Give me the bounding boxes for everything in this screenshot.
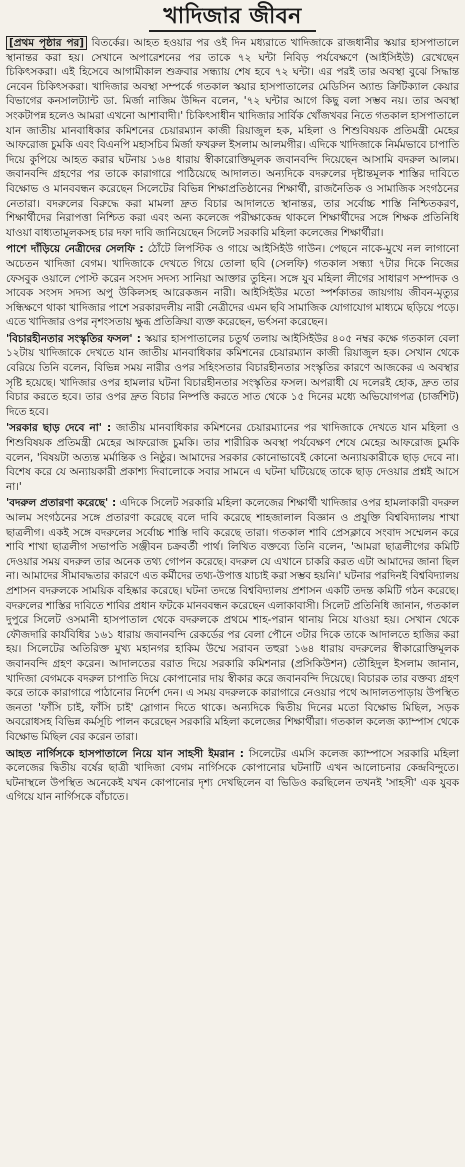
paragraph-text: সিলেটের এমসি কলেজ ক্যাম্পাসে সরকারি মহিলা কলেজের দ্বিতীয় বর্ষের ছাত্রী খাদিজা বেগম নার্গিসকে কোপানোর ঘটনাটি এখন আলোচনার কেন্দ্রবিন্দুতে। ঘটনাস্থলে উপস্থিত অনেকেই যখন কোপানোর দৃশ্য দেখছিলেন বা ভিডিও করছিলেন তখনই 'সাহসী' এক যুবক এগিয়ে যান নার্গিসকে বাঁচাতে। (6, 747, 459, 804)
paragraph-text: ঠোঁটে লিপস্টিক ও গায়ে আইসিইউ গাউন। পেছনে নাকে-মুখে নল লাগানো অচেতন খাদিজা বেগম। খাদিজাকে দেখতে গিয়ে তোলা ছবি (সেলফি) গতকাল সন্ধ্যা ৭টার দিকে নিজের ফেসবুক ওয়ালে পোস্ট করেন সংসদ সদস্য সানিয়া আক্তার তুহিন। সঙ্গে যুব মহিলা লীগের সাধারণ সম্পাদক ও সাবেক সংসদ সদস্য অপু উকিলসহ আরেকজন নারী। আইসিইউর মতো স্পর্শকাতর জায়গায় জীবন-মৃত্যুর সন্ধিক্ষণে থাকা খাদিজার পাশে সরকারদলীয় নারী নেত্রীদের এমন ছবি সামাজিক যোগাযোগ মাধ্যমে ছড়িয়ে পড়ে। এতে খাদিজার ওপর নৃশংসতায় ক্ষুব্ধ প্রতিক্রিয়া ব্যক্ত করেছেন, ভর্ৎসনা করেছেন। (6, 243, 459, 329)
paragraph-no-leniency (6, 421, 459, 494)
subheading-selfie: পাশে দাঁড়িয়ে নেত্রীদের সেলফি : (6, 243, 144, 256)
subheading-impunity: 'বিচারহীনতার সংস্কৃতির ফসল' : (6, 332, 141, 345)
paragraph-text: স্কয়ার হাসপাতালের চতুর্থ তলায় আইসিইউর ৪০৫ নম্বর কক্ষে গতকাল বেলা ১২টায় খাদিজাকে দেখতে যান জাতীয় মানবাধিকার কমিশনের চেয়ারম্যান কাজী রিয়াজুল হক। সেখান থেকে বেরিয়ে তিনি বলেন, বিভিন্ন সময় নারীর ওপর সহিংসতার বিচারহীনতার সংস্কৃতির কারণে আজকের এ অবস্থার সৃষ্টি হয়েছে। খাদিজার ওপর হামলার ঘটনা বিচারহীনতার সংস্কৃতির ফসল। অপরাধী যে দলেরই হোক, দ্রুত তার বিচার করতে হবে। তার ওপর দ্রুত বিচার নিষ্পত্তি করতে সাত থেকে ১৫ দিনের মধ্যে অভিযোগপত্র (চার্জশিট) দিতে হবে। (6, 332, 459, 418)
headline: খাদিজার জীবন (149, 4, 315, 32)
paragraph-selfie (6, 242, 459, 330)
paragraph-deception (6, 496, 459, 744)
paragraph-text: এদিকে সিলেট সরকারি মহিলা কলেজের শিক্ষার্থী খাদিজার ওপর হামলাকারী বদরুল আলম সংগঠনের সঙ্গে প্রতারণা করেছে বলে দাবি করেছে শাহজালাল বিজ্ঞান ও প্রযুক্তি বিশ্ববিদ্যালয় শাখা ছাত্রলীগ। একই সঙ্গে বদরুলের সর্বোচ্চ শাস্তি দাবি করেছে তারা। গতকাল শাবি প্রেসক্লাবে সংবাদ সম্মেলন করে শাবি শাখা ছাত্রলীগ সভাপতি সঞ্জীবন চক্রবর্তী পার্থ। লিখিত বক্তব্যে তিনি বলেন, 'আমরা ছাত্রলীগের কমিটি দেওয়ার সময় বদরুল তার অনেক তথ্য গোপন করেছে। বদরুল যে এখানে চাকরি করত এটা আমাদের জানা ছিল না। আমাদের সীমাবদ্ধতার কারণে এত কর্মীদের তথ্য-উপাত্ত যাচাই করা সম্ভব হয়নি।' ঘটনার পরদিনই বিশ্ববিদ্যালয় প্রশাসন বদরুলকে সাময়িক বহিষ্কার করেছে। ঘটনা তদন্তে বিশ্ববিদ্যালয় প্রশাসন একটি তদন্ত কমিটি গঠন করেছে। বদরুলের শাস্তির দাবিতে শাবির প্রধান ফটকে মানববন্ধন করেছেন এলাকাবাসী। সিলেট প্রতিনিধি জানান, গতকাল দুপুরে সিলেট ওসমানী হাসপাতাল থেকে বদরুলকে প্রথমে শাহ-পরান থানায় নিয়ে যাওয়া হয়। সেখান থেকে ফৌজদারি কার্যবিধির ১৬১ ধারায় জবানবন্দি রেকর্ডের পর বেলা পৌনে ৩টার দিকে তাকে আদালতে হাজির করা হয়। সিলেটের অতিরিক্ত মুখ্য মহানগর হাকিম উম্মে সরাবন তহুরা ১৬৪ ধারায় বদরুলের স্বীকারোক্তিমূলক জবানবন্দি গ্রহণ করেন। আদালতের বরাত দিয়ে সরকারি কমিশনার (প্রসিকিউশন) তৌহিদুল ইসলাম জানান, খাদিজা বেগমকে বদরুল চাপাতি দিয়ে কোপানোর দায় স্বীকার করে জবানবন্দি দিয়েছে। বিচারক তার বক্তব্য গ্রহণ করে তাকে কারাগারে পাঠানোর নির্দেশ দেন। এ সময় বদরুলকে কারাগারে নেওয়ার পথে আদালতপাড়ায় উপস্থিত জনতা 'ফাঁসি চাই, ফাঁসি চাই' স্লোগান দিতে থাকে। অন্যদিকে দ্বিতীয় দিনের মতো বিক্ষোভ মিছিল, সড়ক অবরোধসহ বিভিন্ন কর্মসূচি পালন করেছেন সরকারি মহিলা কলেজের শিক্ষার্থীরা। গতকাল কলেজ ক্যাম্পাস থেকে বিক্ষোভ মিছিল বের করেন তারা। (6, 497, 459, 743)
subheading-deception: 'বদরুল প্রতারণা করেছে' : (6, 497, 117, 510)
paragraph-text: জাতীয় মানবাধিকার কমিশনের চেয়ারম্যানের পর খাদিজাকে দেখতে যান মহিলা ও শিশুবিষয়ক প্রতিমন্ত্রী মেহের আফরোজ চুমকি। তার শারীরিক অবস্থা পর্যবেক্ষণ শেষে মেহের আফরোজ চুমকি বলেন, 'বিষয়টা অত্যন্ত মর্মান্তিক ও নিষ্ঠুর। আমাদের সরকার কোনোভাবেই কোনো অন্যায়কারীকে ছাড় দেবে না। বিশেষ করে যে অন্যায়কারী প্রকাশ্য দিবালোকে সবার সামনে এ ঘটনা ঘটিয়েছে তাকে ছাড় দেওয়ার প্রশ্নই আসে না।' (6, 422, 460, 493)
subheading-imran: আহত নার্গিসকে হাসপাতালে নিয়ে যান সাহসী ইমরান : (6, 747, 244, 760)
article-body (6, 36, 459, 805)
paragraph-impunity (6, 332, 459, 420)
continuation-marker: [প্রথম পৃষ্ঠার পর] (6, 36, 87, 50)
headline-wrap (6, 4, 459, 32)
paragraph-continuation (6, 36, 459, 240)
paragraph-text: বিতর্কের। আহত হওয়ার পর ওই দিন মধ্যরাতে খাদিজাকে রাজধানীর স্কয়ার হাসপাতালে স্থানান্তর করা হয়। সেখানে অপারেশনের পর তাকে ৭২ ঘন্টা নিবিড় পর্যবেক্ষণে (আইসিইউ) রেখেছেন চিকিৎসকরা। এই হিসেবে আগামীকাল শুক্রবার সন্ধ্যায় শেষ হবে ৭২ ঘন্টা। এর পরই তার অবস্থা বুঝে সিদ্ধান্ত নেবেন চিকিৎসকরা। খাদিজার অবস্থা সম্পর্কে গতকাল স্কয়ার হাসপাতালের মেডিসিন অ্যান্ড ক্রিটিক্যাল কেয়ার বিভাগের কনসালট্যান্ট ডা. মির্জা নাজিম উদ্দিন বলেন, '৭২ ঘন্টার আগে কিছু বলা সম্ভব নয়। তার অবস্থা সংকটাপন্ন হলেও আমরা এখনো আশাবাদী।' চিকিৎসাধীন খাদিজার সার্বিক খোঁজখবর নিতে গতকাল হাসপাতালে যান জাতীয় মানবাধিকার কমিশনের চেয়ারম্যান কাজী রিয়াজুল হক, মহিলা ও শিশুবিষয়ক প্রতিমন্ত্রী মেহের আফরোজ চুমকি এবং বিএনপি মহাসচিব মির্জা ফখরুল ইসলাম আলমগীর। এদিকে খাদিজাকে নির্মমভাবে চাপাতি দিয়ে কুপিয়ে আহত করার ঘটনায় ১৬৪ ধারায় স্বীকারোক্তিমূলক জবানবন্দি দিয়েছেন আসামি বদরুল আলম। জবানবন্দি গ্রহণের পর তাকে কারাগারে পাঠিয়েছে আদালত। অন্যদিকে বদরুলের দৃষ্টান্তমূলক শাস্তির দাবিতে বিক্ষোভ ও মানববন্ধন করেছেন সিলেটের বিভিন্ন শিক্ষাপ্রতিষ্ঠানের শিক্ষার্থী, রাজনৈতিক ও সামাজিক সংগঠনের নেতারা। বদরুলের বিরুদ্ধে করা মামলা দ্রুত বিচার আদালতে স্থানান্তর, তার সর্বোচ্চ শাস্তি নিশ্চিতকরণ, শিক্ষার্থীদের নিরাপত্তা নিশ্চিত করা এবং অন্য কলেজে পরীক্ষাকেন্দ্র থাকলে শিক্ষার্থীদের সঙ্গে শিক্ষক প্রতিনিধি যাওয়া বাধ্যতামূলকসহ চার দফা দাবি জানিয়েছেন সিলেট সরকারি মহিলা কলেজের শিক্ষার্থীরা। (6, 37, 459, 239)
paragraph-imran (6, 747, 459, 805)
subheading-no-leniency: 'সরকার ছাড় দেবে না' : (6, 422, 112, 435)
